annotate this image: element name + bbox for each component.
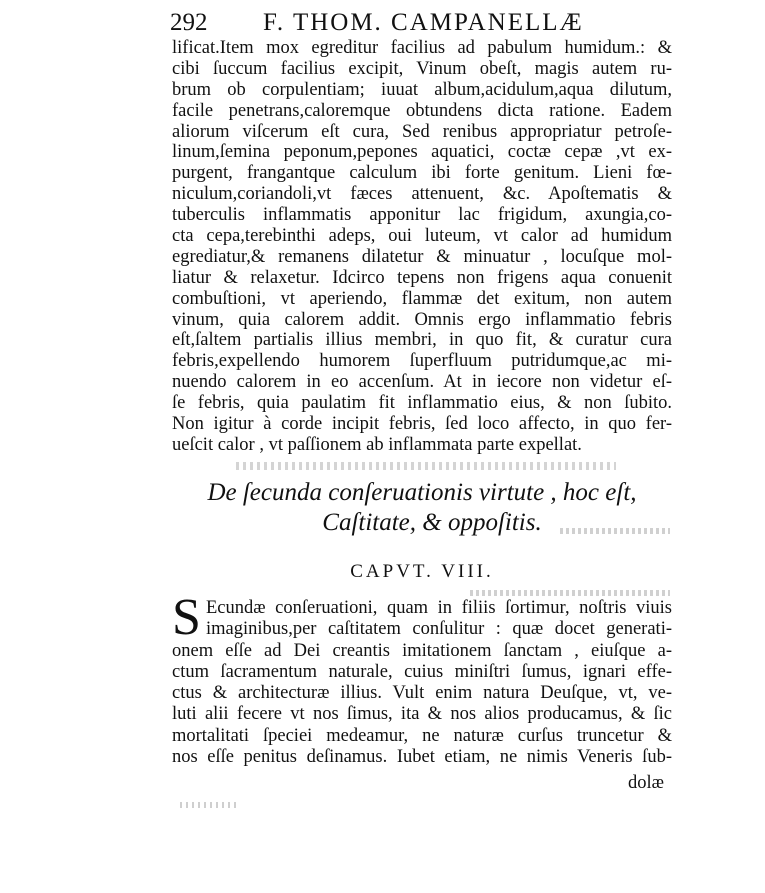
text-line: combuſtioni, vt aperiendo, flammæ det exitum, non autem bbox=[172, 288, 672, 309]
text-line: ueſcit calor , vt paſſionem ab inflammata parte expellat. bbox=[172, 434, 582, 455]
text-line: niculum,coriandoli,vt fæces attenuent, &c. Apoſtematis & bbox=[172, 184, 672, 205]
text-line: cibi ſuccum facilius excipit, Vinum obeſt, magis autem ru- bbox=[172, 58, 672, 79]
section-heading-line: Caſtitate, & oppoſitis. bbox=[322, 509, 542, 536]
text-line: febris,expellendo humorem ſuperfluum putridumque,ac mi- bbox=[172, 351, 672, 372]
chapter-label: CAPVT. VIII. bbox=[350, 561, 494, 582]
text-line: ctus & architecturæ illius. Vult enim natura Deuſque, vt, ve- bbox=[172, 683, 672, 704]
text-line: eſt,ſaltem partialis illius membri, in quo fit, & curatur cura bbox=[172, 330, 672, 351]
bleed-through-mark bbox=[560, 528, 670, 534]
text-line: linum,ſemina peponum,pepones aquatici, coctæ cepæ ,vt ex- bbox=[172, 142, 672, 163]
text-line: aliorum viſcerum eſt cura, Sed renibus appropriatur petroſe- bbox=[172, 121, 672, 142]
text-line: tuberculis inflammatis apponitur lac frigidum, axungia,co- bbox=[172, 205, 672, 226]
text-line: mortalitati ſpeciei medeamur, ne naturæ curſus truncetur & bbox=[172, 725, 672, 746]
section-heading-line: De ſecunda conſeruationis virtute , hoc eſt, bbox=[207, 479, 637, 506]
text-line: purgent, frangantque calculum ibi forte genitum. Lieni fœ- bbox=[172, 163, 672, 184]
text-line: imaginibus,per caſtitatem conſulitur : quæ docet generati- bbox=[206, 619, 672, 640]
main-text-block bbox=[172, 38, 672, 456]
page-header bbox=[170, 6, 590, 40]
text-line: lificat.Item mox egreditur facilius ad pabulum humidum.: & bbox=[172, 38, 672, 58]
bleed-through-mark bbox=[236, 462, 616, 470]
text-line: egrediatur,& remanens dilatetur & minuatur , locuſque mol- bbox=[172, 246, 672, 267]
catchword: dolæ bbox=[628, 773, 664, 793]
text-line: cta cepa,terebinthi adeps, oui luteum, vt calor ad humidum bbox=[172, 226, 672, 247]
text-line: nos eſſe penitus deſinamus. Iubet etiam, ne nimis Veneris ſub- bbox=[172, 747, 672, 768]
text-line: brum ob corpulentiam; iuuat album,acidulum,aqua dilutum, bbox=[172, 79, 672, 100]
text-line: liatur & relaxetur. Idcirco tepens non frigens aqua conuenit bbox=[172, 267, 672, 288]
bleed-through-mark bbox=[180, 802, 240, 808]
text-line: luti alii fecere vt nos ſimus, ita & nos alios producamus, & ſic bbox=[172, 704, 672, 725]
text-line: ſe febris, quia paulatim fit inflammatio eius, & non ſubito. bbox=[172, 393, 672, 414]
text-line: Ecundæ conſeruationi, quam in filiis ſortimur, noſtris viuis bbox=[206, 598, 672, 618]
running-head: F. THOM. CAMPANELLÆ bbox=[263, 9, 584, 36]
drop-cap: S bbox=[172, 589, 201, 646]
chapter-text-block bbox=[172, 598, 672, 768]
text-line: onem eſſe ad Dei creantis imitationem ſanctam , eiuſque a- bbox=[172, 640, 672, 661]
bleed-through-mark bbox=[470, 590, 670, 596]
text-line: Non igitur à corde incipit febris, ſed loco affecto, in quo fer- bbox=[172, 414, 672, 435]
text-line: ctum ſacramentum naturale, cuius miniſtri ſumus, ignari effe- bbox=[172, 661, 672, 682]
page-number: 292 bbox=[170, 9, 208, 36]
text-line: facile penetrans,caloremque obtundens dicta ratione. Eadem bbox=[172, 100, 672, 121]
text-line: vinum, quia calorem addit. Omnis ergo inflammatio febris bbox=[172, 309, 672, 330]
text-line: nuendo calorem in eo accenſum. At in iecore non videtur eſ- bbox=[172, 372, 672, 393]
